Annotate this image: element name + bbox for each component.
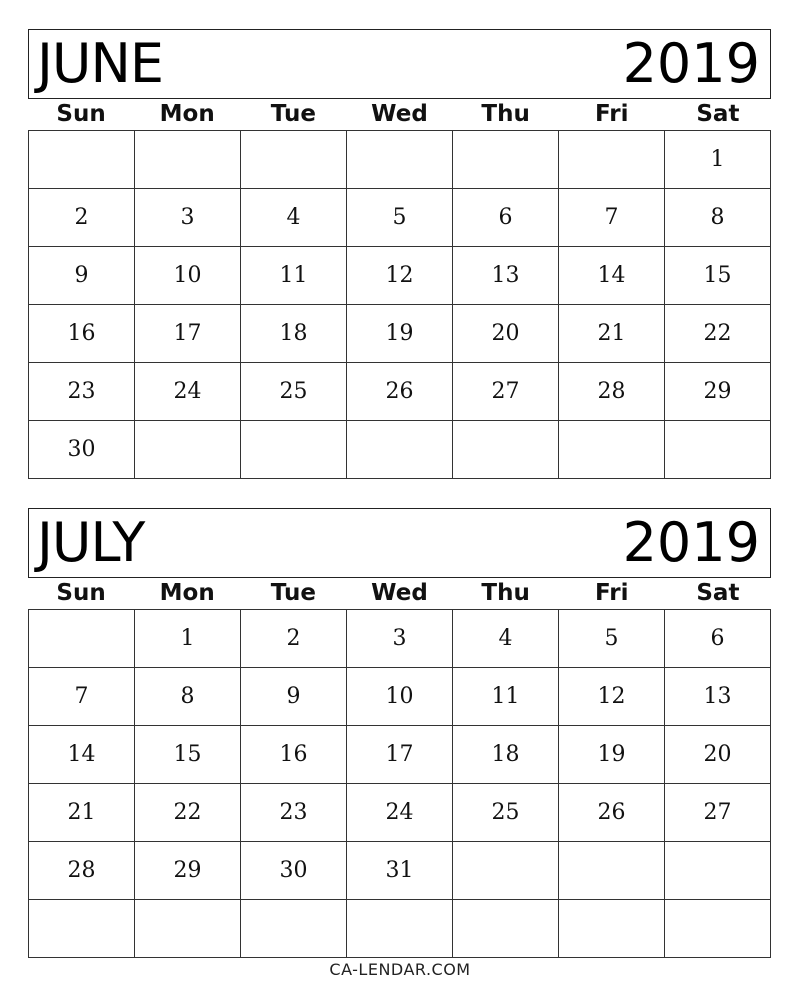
weekday-fri: Fri: [595, 101, 629, 127]
weekday-thu: Thu: [481, 580, 530, 606]
day-cell: 29: [135, 842, 241, 900]
day-cell: 1: [665, 131, 771, 189]
day-cell: 26: [347, 363, 453, 421]
day-cell: 12: [559, 668, 665, 726]
day-cell: 22: [135, 784, 241, 842]
day-cell: 24: [135, 363, 241, 421]
day-cell: 9: [241, 668, 347, 726]
day-cell: 15: [665, 247, 771, 305]
day-cell: 7: [559, 189, 665, 247]
weekday-thu: Thu: [481, 101, 530, 127]
day-cell: 10: [135, 247, 241, 305]
day-grid: [28, 609, 771, 958]
day-cell: 2: [29, 189, 135, 247]
day-cell: [665, 900, 771, 958]
day-cell: 25: [453, 784, 559, 842]
month-name: JULY: [37, 511, 145, 574]
weekday-mon: Mon: [159, 101, 215, 127]
weekday-row: [28, 578, 771, 609]
day-cell: 9: [29, 247, 135, 305]
weekday-sun: Sun: [56, 101, 106, 127]
day-cell: 4: [241, 189, 347, 247]
day-cell: 31: [347, 842, 453, 900]
weekday-sun: Sun: [56, 580, 106, 606]
month-header: [28, 29, 771, 99]
day-cell: 21: [29, 784, 135, 842]
day-cell: [135, 131, 241, 189]
day-cell: 1: [135, 610, 241, 668]
day-cell: [347, 900, 453, 958]
day-cell: 19: [347, 305, 453, 363]
day-cell: 10: [347, 668, 453, 726]
day-cell: 12: [347, 247, 453, 305]
day-cell: [453, 131, 559, 189]
day-cell: [559, 842, 665, 900]
day-cell: 17: [347, 726, 453, 784]
day-grid: [28, 130, 771, 479]
weekday-tue: Tue: [270, 580, 316, 606]
day-cell: 30: [29, 421, 135, 479]
day-cell: 25: [241, 363, 347, 421]
day-cell: 5: [347, 189, 453, 247]
day-cell: 3: [135, 189, 241, 247]
month-header: [28, 508, 771, 578]
day-cell: [347, 421, 453, 479]
weekday-fri: Fri: [595, 580, 629, 606]
day-cell: [559, 421, 665, 479]
day-cell: 20: [665, 726, 771, 784]
day-cell: [29, 131, 135, 189]
day-cell: [453, 900, 559, 958]
day-cell: 18: [453, 726, 559, 784]
day-cell: 6: [665, 610, 771, 668]
weekday-tue: Tue: [270, 101, 316, 127]
day-cell: [453, 842, 559, 900]
day-cell: 19: [559, 726, 665, 784]
day-cell: 4: [453, 610, 559, 668]
day-cell: 3: [347, 610, 453, 668]
weekday-wed: Wed: [371, 101, 428, 127]
day-cell: 5: [559, 610, 665, 668]
day-cell: 30: [241, 842, 347, 900]
day-cell: [241, 421, 347, 479]
day-cell: 26: [559, 784, 665, 842]
calendar-june: [28, 29, 771, 479]
month-name: JUNE: [37, 32, 163, 95]
day-cell: [559, 900, 665, 958]
day-cell: 13: [453, 247, 559, 305]
day-cell: 27: [453, 363, 559, 421]
day-cell: 28: [559, 363, 665, 421]
day-cell: 8: [665, 189, 771, 247]
day-cell: [29, 610, 135, 668]
weekday-mon: Mon: [159, 580, 215, 606]
day-cell: 18: [241, 305, 347, 363]
day-cell: 2: [241, 610, 347, 668]
day-cell: 13: [665, 668, 771, 726]
day-cell: [241, 131, 347, 189]
day-cell: 21: [559, 305, 665, 363]
day-cell: [135, 421, 241, 479]
day-cell: 24: [347, 784, 453, 842]
weekday-row: [28, 99, 771, 130]
day-cell: 16: [241, 726, 347, 784]
day-cell: 16: [29, 305, 135, 363]
day-cell: 17: [135, 305, 241, 363]
day-cell: [453, 421, 559, 479]
day-cell: [559, 131, 665, 189]
month-year: 2019: [622, 511, 760, 574]
weekday-sat: Sat: [696, 580, 740, 606]
day-cell: 8: [135, 668, 241, 726]
day-cell: 29: [665, 363, 771, 421]
calendar-july: [28, 508, 771, 958]
day-cell: 14: [29, 726, 135, 784]
day-cell: [347, 131, 453, 189]
day-cell: [29, 900, 135, 958]
weekday-wed: Wed: [371, 580, 428, 606]
day-cell: [665, 421, 771, 479]
day-cell: 7: [29, 668, 135, 726]
weekday-sat: Sat: [696, 101, 740, 127]
day-cell: 11: [241, 247, 347, 305]
day-cell: 27: [665, 784, 771, 842]
month-year: 2019: [622, 32, 760, 95]
day-cell: [135, 900, 241, 958]
day-cell: 11: [453, 668, 559, 726]
day-cell: 6: [453, 189, 559, 247]
day-cell: 14: [559, 247, 665, 305]
site-footer: CA-LENDAR.COM: [329, 960, 471, 979]
day-cell: 15: [135, 726, 241, 784]
day-cell: [241, 900, 347, 958]
day-cell: 22: [665, 305, 771, 363]
day-cell: 23: [241, 784, 347, 842]
day-cell: 23: [29, 363, 135, 421]
day-cell: 28: [29, 842, 135, 900]
day-cell: 20: [453, 305, 559, 363]
day-cell: [665, 842, 771, 900]
